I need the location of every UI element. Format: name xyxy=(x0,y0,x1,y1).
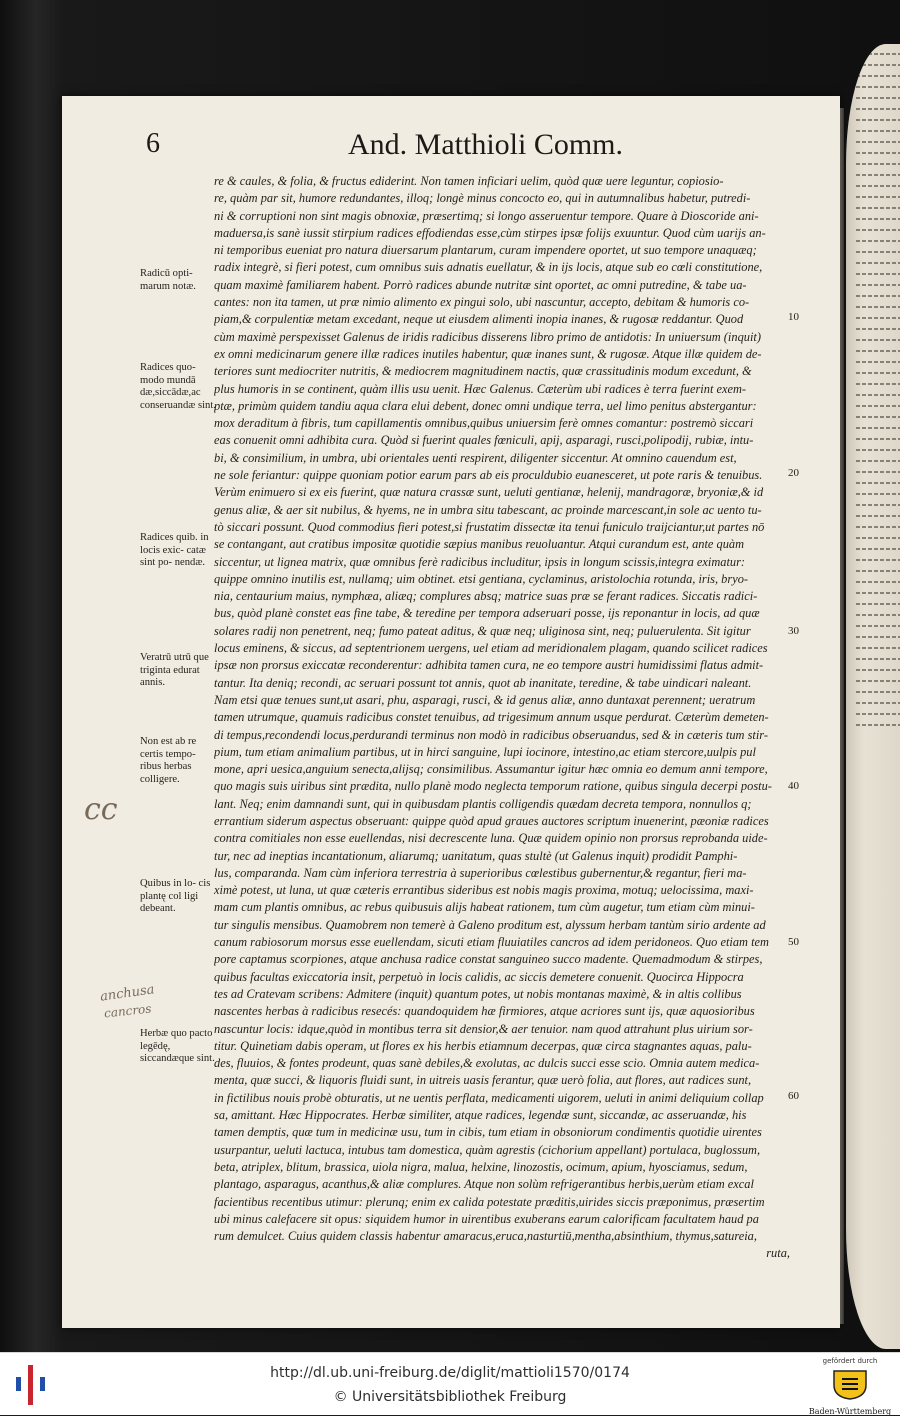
text-line: radix integrè, si fieri potest, cum omnibus suis adnatis euellatur, & in ijs locis, atque sub eo cœli constitutione, xyxy=(214,260,763,275)
next-page-text-line xyxy=(856,581,900,583)
line-number-10: 10 xyxy=(788,311,799,323)
next-page-text-line xyxy=(856,141,900,143)
text-line: sa, amittant. Hæc Hippocrates. Herbæ similiter, atque radices, legendæ sunt, siccandæ, ac asseruandæ, his xyxy=(214,1108,747,1123)
next-page-text-line xyxy=(856,427,900,429)
next-page-text-line xyxy=(856,284,900,286)
line-number-50: 50 xyxy=(788,936,799,948)
text-line: ni & corruptioni non sint magis obnoxiæ, præsertimq; si longo asseruentur tempore. Quare à Dioscoride ani- xyxy=(214,208,759,223)
text-line: siccentur, ut lignea matrix, quæ omnibus ferè radicibus includitur, ipsis in longum scissis,integra eximatur: xyxy=(214,554,746,569)
text-line: locus eminens, & siccus, ad septentrionem uergens, uel etiam ad meridionalem plagam, quando scilicet radices xyxy=(214,641,768,656)
text-line: errantium siderum aspectus obseruant: quippe quòd apud graues auctores scriptum inuenerint, pæoniæ radices xyxy=(214,813,769,828)
next-page-text-line xyxy=(856,295,900,297)
next-page-text-line xyxy=(856,97,900,99)
next-page-text-line xyxy=(856,218,900,220)
text-line: genus aliæ, & aer sit nubilus, & hyems, ne in umbra situ tabescant, ac proinde marcescant,in sole ac uento tu- xyxy=(214,502,762,517)
text-line: quibus facultas exiccatoria insit, perpetuò in locis calidis, ac siccis demetere conuenit. Quocirca Hippocra xyxy=(214,969,744,984)
text-line: ipsæ non prorsus exiccatæ reconderentur: adhibita tamen cura, ne eo tempore austri humidissimi flatus admit- xyxy=(214,658,764,673)
text-line: ni temporibus eueniat pro natura diuersarum plantarum, curam impendere oportet, ut suo tempore unaquæq; xyxy=(214,243,757,258)
handwritten-mark: cc xyxy=(84,792,118,827)
next-page-text-line xyxy=(856,493,900,495)
next-page-text-line xyxy=(856,680,900,682)
next-page-text-line xyxy=(856,526,900,528)
next-page-text-line xyxy=(856,163,900,165)
next-page-text-line xyxy=(856,251,900,253)
next-page-text-line xyxy=(856,625,900,627)
text-line: eas conuenit omni adhibita cura. Quòd si fuerint quales fœniculi, apij, asparagi, rusci,polipodij, rubiæ, intu- xyxy=(214,433,754,448)
next-page-text-line xyxy=(856,614,900,616)
sidenote-temporibus: Non est ab re certis tempo- ribus herbas colligere. xyxy=(140,736,197,785)
text-line: quippe omnino inutilis est, nullamq; uim obtinet. etsi gentiana, cyclaminus, aristolochia rotunda, iris, bryo- xyxy=(214,571,749,586)
text-line: bi, & consimilium, in umbra, ubi orientales uenti respirent, diligenter siccentur. At omnino cauendum est, xyxy=(214,450,737,465)
next-page-text-line xyxy=(856,383,900,385)
next-page-text-line xyxy=(856,394,900,396)
text-line: ximè potest, ut luna, ut quæ cæteris errantibus sideribus est nobis magis proxima, motuq; uelocissima, maxi- xyxy=(214,883,754,898)
next-page-text-line xyxy=(856,328,900,330)
permalink-url[interactable]: http://dl.ub.uni-freiburg.de/diglit/mattioli1570/0174 xyxy=(270,1365,630,1381)
next-page-text-line xyxy=(856,713,900,715)
next-page-text-line xyxy=(856,306,900,308)
line-number-30: 30 xyxy=(788,625,799,637)
baden-wuerttemberg-crest-icon xyxy=(830,1367,870,1401)
text-line: piam,& corpulentiæ metam excedant, neque ut eiusdem alimenti inopia inanes, & rugosæ reddantur. Quod xyxy=(214,312,744,327)
text-line: plus humoris in se continent, quàm illis usu uenit. Hæc Galenus. Cæterùm ubi radices è terra fuerint exem- xyxy=(214,381,747,396)
sidenote-radices-mundandae: Radices quo- modo mundā dæ,siccādæ,ac conseruandæ sint. xyxy=(140,362,216,411)
next-page-text-line xyxy=(856,438,900,440)
next-page-text-line xyxy=(856,691,900,693)
next-page-text-line xyxy=(856,548,900,550)
text-line: rum demulcet. Cuius quidem classis habentur amaracus,eruca,nasturtiū,mentha,absinthium, thymus,satureia, xyxy=(214,1229,757,1244)
copyright-notice: © Universitätsbibliothek Freiburg xyxy=(333,1389,567,1405)
running-title: And. Matthioli Comm. xyxy=(348,128,624,161)
text-line: teriores sunt mediocriter nutritis, & mediocrem magnitudinem nactis, quæ crassitudinis modum excedunt, & xyxy=(214,364,752,379)
text-line: des, fluuios, & fontes prodeunt, quas sanè debiles,& exolutas, ac dulcis succi esse scio. Omnia autem medica- xyxy=(214,1056,760,1071)
text-line: re, quàm par sit, humore redundantes, illoq; longè minus concocto eo, qui in autumnalibus habetur, putredi- xyxy=(214,191,751,206)
next-page-text-line xyxy=(856,240,900,242)
next-page-text-line xyxy=(856,592,900,594)
text-line: pore captamus scorpiones, atque anchusa radice constat sanguineo succo madente. Quemadmodum & stirpes, xyxy=(214,952,763,967)
line-number-60: 60 xyxy=(788,1090,799,1102)
text-line: quo magis suis uiribus sint prædita, nullo planè modo neglecta temporum ratione, quibus singula decerpi postu- xyxy=(214,779,772,794)
next-page-edge xyxy=(846,44,900,1349)
text-line: mam cum plantis omnibus, ac rebus quibusuis alijs habeat rationem, tum cùm augetur, tum etiam cùm minui- xyxy=(214,900,755,915)
next-page-text-line xyxy=(856,669,900,671)
text-line: beta, atriplex, blitum, brassica, uiola nigra, malua, helxine, linozostis, ocimum, apium, hyosciamus, sedum, xyxy=(214,1159,748,1174)
next-page-text-line xyxy=(856,152,900,154)
next-page-text-line xyxy=(856,207,900,209)
text-line: lant. Neq; enim damnandi sunt, qui in quibusdam plantis colligendis quædam decreta tempora, nonnullos q; xyxy=(214,796,752,811)
text-line: re & caules, & folia, & fructus ediderint. Non tamen inficiari uelim, quòd quæ uere leguntur, copiosio- xyxy=(214,174,724,188)
next-page-text-line xyxy=(856,174,900,176)
next-page-text-line xyxy=(856,196,900,198)
next-page-text-line xyxy=(856,636,900,638)
text-line: mone, apri uesica,anguium senecta,alijsq; consimilibus. Assumantur igitur hæc omnia eo demum anni tempore, xyxy=(214,762,768,777)
next-page-text-line xyxy=(856,416,900,418)
handwritten-note-anchusa: anchusa xyxy=(99,982,156,1005)
next-page-text-line xyxy=(856,64,900,66)
next-page-text-line xyxy=(856,515,900,517)
text-line: solares radij non penetrent, neq; fumo pateat aditus, & quæ neq; uliginosa sint, neq; puluerulenta. Sit igitur xyxy=(214,623,751,638)
viewer-footer xyxy=(0,1352,900,1415)
next-page-text-line xyxy=(856,372,900,374)
text-line: contra comitiales non esse euellendas, nisi decrescente luna. Quæ quidem opinio non prorsus reprobanda uide- xyxy=(214,831,768,846)
handwritten-note-cancros: cancros xyxy=(103,1001,153,1021)
sponsor-name: Baden-Württemberg xyxy=(808,1407,892,1416)
text-line: nascuntur locis: idque,quòd in montibus terra sit densior,& aer tenuior. nam quod attrahunt plus uirium sor- xyxy=(214,1021,753,1036)
next-page-text-line xyxy=(856,460,900,462)
next-page-text-line xyxy=(856,350,900,352)
text-line: ex omni medicinarum genere illæ radices inutiles habentur, quæ inanes sunt, & rugosæ. Atque illæ quidem de- xyxy=(214,346,762,361)
text-line: Verùm enimuero si ex eis fuerint, quæ natura crassæ sunt, ueluti gentianæ, helenij, mandragoræ, bryoniæ,& id xyxy=(214,485,764,500)
text-line: cantes: non ita tamen, ut præ nimio alimento ex pingui solo, ubi nascuntur, accepto, debitam & humoris co- xyxy=(214,295,750,310)
next-page-text-line xyxy=(856,504,900,506)
sidenote-herbae: Herbæ quo pacto legēdę, siccandæque sint. xyxy=(140,1028,215,1065)
text-line: nia, centaurium maius, nymphæa, aliæq; complures absq; matrice suas præ se ferant radices. Siccatis radici- xyxy=(214,589,758,604)
text-line: ubi minus calefacere sit opus: siquidem humor in uirentibus exuberans earum calorificam facultatem haud pa xyxy=(214,1211,759,1226)
text-line: ne sole feriantur: quippe quoniam potior earum pars ab eis proculdubio euanesceret, ut pote raris & tenuibus. xyxy=(214,468,763,483)
text-line: nascentes herbas à radicibus resecés: quandoquidem hæ firmiores, atque acriores sunt ijs, quæ aquosioribus xyxy=(214,1004,755,1019)
next-page-text-line xyxy=(856,130,900,132)
next-page-text-line xyxy=(856,185,900,187)
text-line: plantago, asparagus, acanthus,& aliæ complures. Atque non solùm refrigerantibus herbis,uerùm etiam excal xyxy=(214,1177,754,1192)
text-line: tur, nec ad ineptias incantationum, aliarumq; uanitatum, quas stultè (ut Galenus inquit) prodidit Pamphi- xyxy=(214,848,738,863)
text-line: facientibus recentibus utimur: plerunq; enim ex calida potestate præditis,uirides siccis præponimus, præsertim xyxy=(214,1194,765,1209)
next-page-text-line xyxy=(856,75,900,77)
next-page-text-line xyxy=(856,570,900,572)
text-line: tes ad Cratevam scribens: Admitere (inquit) quantum potes, ut nobis montanas maximè, & in altis collibus xyxy=(214,986,742,1001)
next-page-text-line xyxy=(856,317,900,319)
text-line: tamen utrumque, quamuis radicibus constet tenuibus, ad trigesimum annum usque perdurat. Cæterùm demeten- xyxy=(214,710,769,725)
next-page-text-line xyxy=(856,537,900,539)
next-page-text-line xyxy=(856,482,900,484)
text-line: tò siccari possunt. Quod commodius fieri potest,si frustatim dissectæ ita tenui funiculo traijciantur,ut partes nō xyxy=(214,519,765,534)
text-line: in fictilibus nouis probè obturatis, ut ne uentis perflata, medicamenti uigorem, ueluti in animi deliquium collap xyxy=(214,1090,764,1105)
text-line: titur. Quinetiam dabis operam, ut flores ex his herbis etiamnum decerpas, quæ circa stagnantes aquas, palu- xyxy=(214,1038,752,1053)
next-page-text-line xyxy=(856,273,900,275)
sidenote-quibus-locis: Quibus in lo- cis plantę col ligi debeant. xyxy=(140,878,211,915)
text-line: tamen demptis, quæ tum in medicinæ usu, tum in cibis, tum etiam in obsoniorum condimentis quotidie uirentes xyxy=(214,1125,762,1140)
text-line: menta, quæ succi, & liquoris fluidi sunt, in uitreis uasis ferantur, quæ uerò folia, aut flores, aut radices sunt, xyxy=(214,1073,752,1088)
next-page-text-line xyxy=(856,647,900,649)
sponsor-block[interactable] xyxy=(802,1357,898,1416)
next-page-text-line xyxy=(856,262,900,264)
text-line: maduersa,is sanè iussit stirpium radices effodiendas esse,cùm stirpes ipsæ folijs exuuntur. Quod cùm uarijs an- xyxy=(214,225,766,240)
folio-number: 6 xyxy=(146,128,160,159)
next-page-text-line xyxy=(856,724,900,726)
next-page-text-line xyxy=(856,702,900,704)
next-page-text-line xyxy=(856,361,900,363)
sponsor-label: gefördert durch xyxy=(822,1357,878,1365)
text-line: canum rabiosorum morsus esse euellendam, sicuti etiam fluuiatiles cancros ad idem peridoneos. Quo etiam tem xyxy=(214,935,769,950)
line-number-20: 20 xyxy=(788,467,799,479)
sidenote-radicum: Radicū opti- marum notæ. xyxy=(140,268,196,292)
text-line: bus, quòd planè constet eas fine tabe, & teredine per tempora adseruari posse, ijs reponantur in locis, ad quæ xyxy=(214,606,760,621)
text-line: pium, tum etiam animalium partibus, ut in hirci sanguine, lupi iocinore, intestino,ac etiam stercore,uulpis pul xyxy=(214,744,756,759)
main-text xyxy=(214,173,790,1263)
next-page-text-line xyxy=(856,559,900,561)
next-page-text-line xyxy=(856,108,900,110)
next-page-text-line xyxy=(856,471,900,473)
next-page-text-line xyxy=(856,53,900,55)
text-line: se contangant, aut cratibus impositæ quotidie sæpius manibus reuoluantur. Atqui curandum est, ante quàm xyxy=(214,537,745,552)
sidenote-veratrum: Veratrū utrū que triginta edurat annis. xyxy=(140,652,209,689)
next-page-text-line xyxy=(856,449,900,451)
sidenote-radices-locis: Radices quib. in locis exic- catæ sint po- nendæ. xyxy=(140,532,209,569)
text-line: quam maximè familiarem habent. Porrò radices abunde nutritæ sint oportet, ac omni putredine, & tabe ua- xyxy=(214,277,747,292)
next-page-text-line xyxy=(856,119,900,121)
text-line: tantur. Ita deniq; recondi, ac seruari possunt tot annis, quot ab inanitate, teredine, & tabe uindicari naleant. xyxy=(214,675,752,690)
text-line: Nam etsi quæ tenues sunt,ut asari, phu, asparagi, rusci, & id genus aliæ, anno duntaxat perennent; ueratrum xyxy=(214,692,756,707)
next-page-text-line xyxy=(856,658,900,660)
text-line: di tempus,recondendi locus,perdurandi terminus non modò in radicibus obseruandus, sed & in cæteris tum stir- xyxy=(214,727,768,742)
next-page-text-line xyxy=(856,229,900,231)
text-line: cùm maximè perspexisset Galenus de iridis radicibus disserens libro primo de antidotis: In uniuersum (inquit) xyxy=(214,329,761,344)
page-header xyxy=(146,128,666,168)
line-number-40: 40 xyxy=(788,780,799,792)
next-page-text-line xyxy=(856,86,900,88)
text-line: tur singulis mensibus. Quamobrem non temerè à Galeno proditum est, alyssum herbam tantùm sirio ardente ad xyxy=(214,917,766,932)
next-page-text-line xyxy=(856,339,900,341)
next-page-text-line xyxy=(856,603,900,605)
text-line: ptæ, primùm quidem tandiu aqua clara elui debent, donec omni undique terra, uel limo penitus abstergantur: xyxy=(214,398,757,413)
text-line: lus, comparanda. Nam cùm inferiora terrestria à superioribus cœlestibus gubernentur,& regantur, fieri ma- xyxy=(214,865,747,880)
catchword: ruta, xyxy=(766,1246,790,1261)
next-page-text-line xyxy=(856,405,900,407)
text-line: usurpantur, ueluti lactuca, intubus tam domestica, quàm agrestis (cichorium appellant) portulaca, buglossum, xyxy=(214,1142,761,1157)
text-line: mox deraditum à fibris, tum capillamentis omnibus,quibus uniuersim ferè omnes comantur: postremò siccari xyxy=(214,416,754,431)
